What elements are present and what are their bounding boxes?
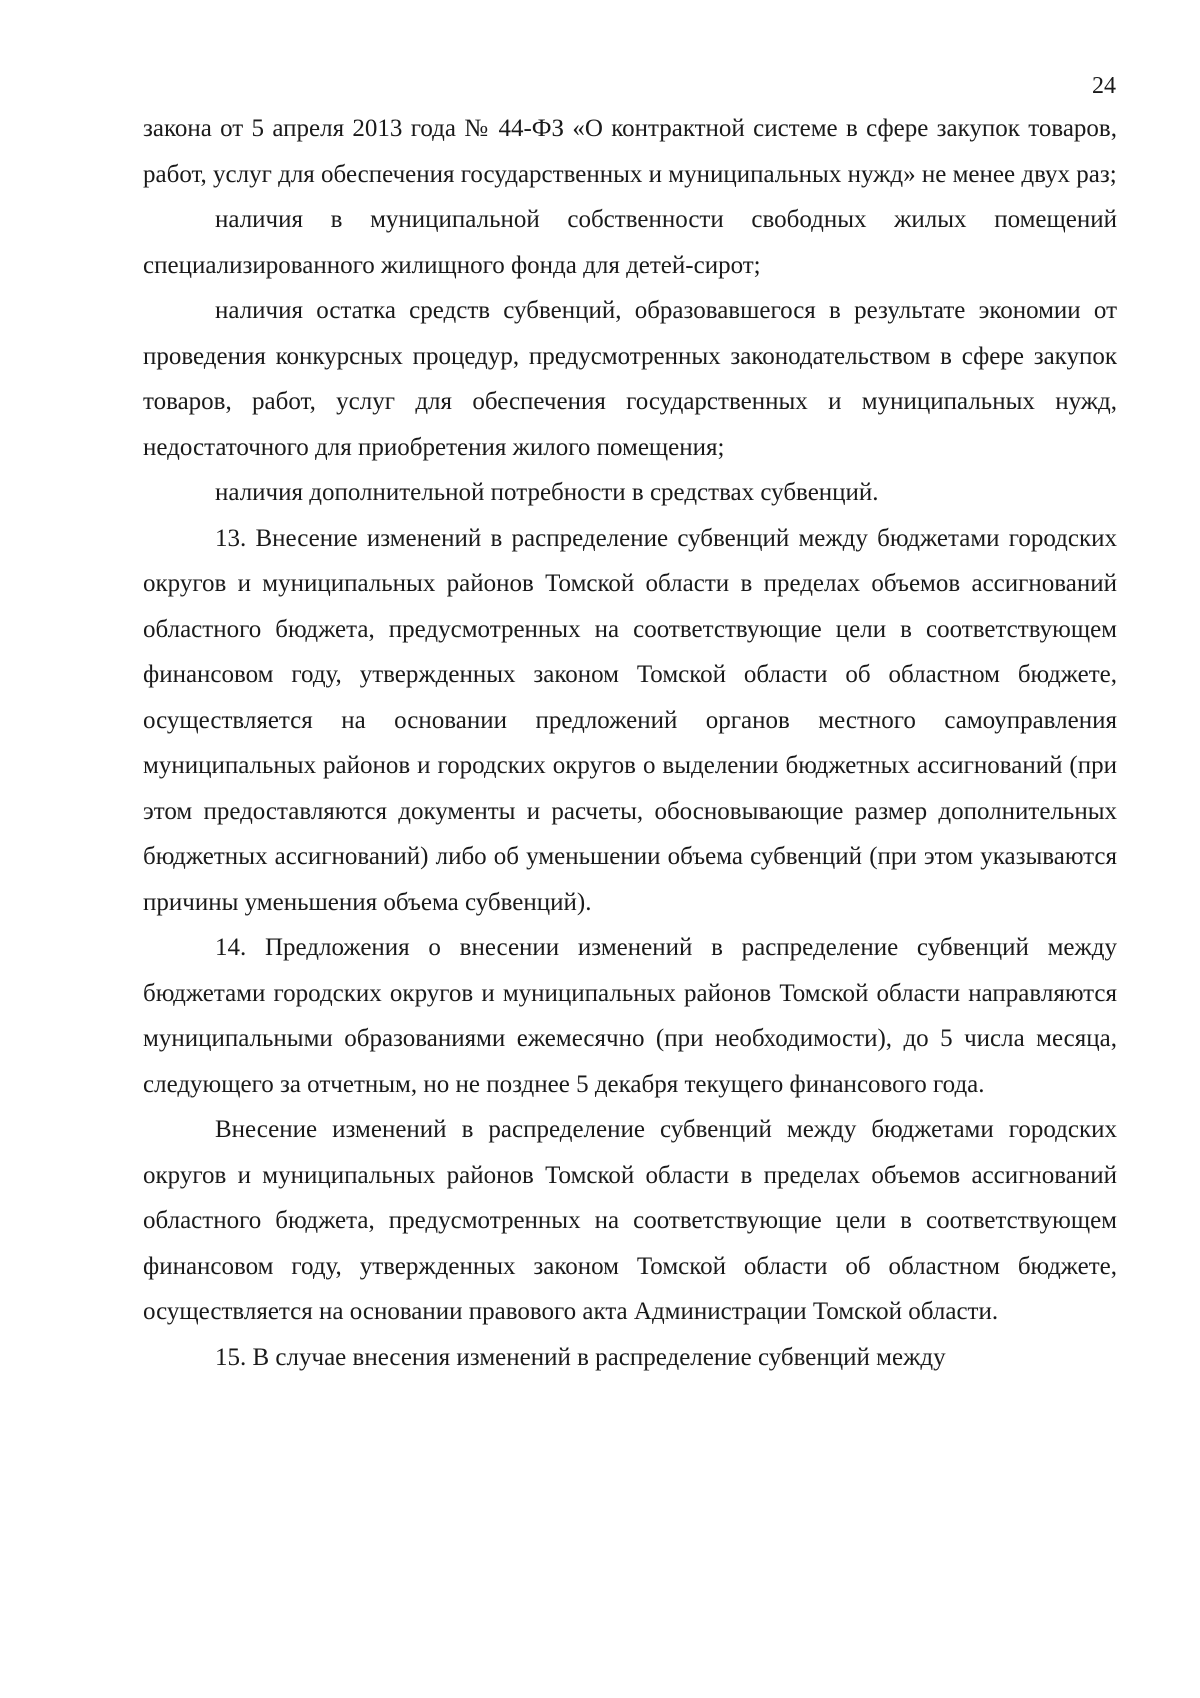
- paragraph-continuation: закона от 5 апреля 2013 года № 44-ФЗ «О контрактной системе в сфере закупок товаров, работ, услуг для обеспечения государственных и муниципальных нужд» не менее двух раз;: [143, 115, 1117, 188]
- paragraph-amendments-legal-act: Внесение изменений в распределение субвенций между бюджетами городских округов и муниципальных районов Томской области в пределах объемов ассигнований областного бюджета, предусмотренных на соответствующие цели в соответствующем финансовом году, утвержденных законом Томской области об областном бюджете, осуществляется на основании правового акта Администрации Томской области.: [143, 1116, 1117, 1325]
- paragraph-item-13: 13. Внесение изменений в распределение субвенций между бюджетами городских округов и муниципальных районов Томской области в пределах объемов ассигнований областного бюджета, предусмотренных на соответствующие цели в соответствующем финансовом году, утвержденных законом Томской области об областном бюджете, осуществляется на основании предложений органов местного самоуправления муниципальных районов и городских округов о выделении бюджетных ассигнований (при этом предоставляются документы и расчеты, обосновывающие размер дополнительных бюджетных ассигнований) либо об уменьшении объема субвенций (при этом указываются причины уменьшения объема субвенций).: [143, 524, 1117, 916]
- paragraph-savings-balance: наличия остатка средств субвенций, образовавшегося в результате экономии от проведения конкурсных процедур, предусмотренных законодательством в сфере закупок товаров, работ, услуг для обеспечения государственных и муниципальных нужд, недостаточного для приобретения жилого помещения;: [143, 297, 1117, 461]
- document-body: [143, 106, 1117, 1380]
- paragraph-housing-availability: наличия в муниципальной собственности свободных жилых помещений специализированного жилищного фонда для детей-сирот;: [143, 206, 1117, 279]
- paragraph-item-15: 15. В случае внесения изменений в распределение субвенций между: [215, 1343, 946, 1371]
- paragraph-additional-need: наличия дополнительной потребности в средствах субвенций.: [215, 479, 879, 506]
- page-number: 24: [1092, 73, 1116, 99]
- paragraph-item-14: 14. Предложения о внесении изменений в распределение субвенций между бюджетами городских округов и муниципальных районов Томской области направляются муниципальными образованиями ежемесячно (при необходимости), до 5 числа месяца, следующего за отчетным, но не позднее 5 декабря текущего финансового года.: [143, 934, 1117, 1098]
